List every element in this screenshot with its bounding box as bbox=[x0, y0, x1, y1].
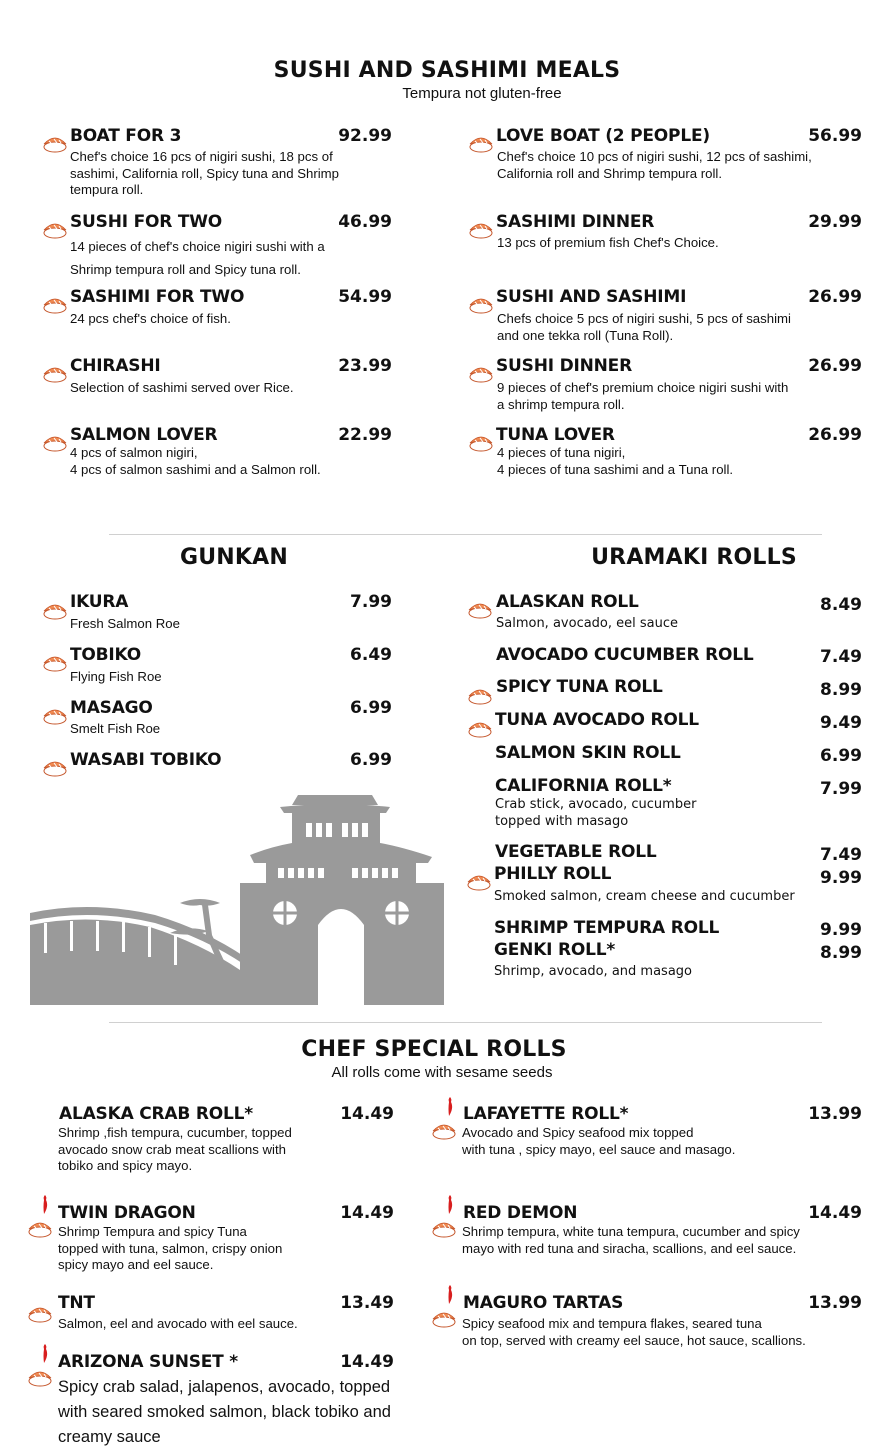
sushi-icon bbox=[42, 757, 68, 777]
item-name: ALASKA CRAB ROLL* bbox=[59, 1104, 253, 1124]
chili-pepper-icon bbox=[40, 1344, 50, 1364]
sushi-icon bbox=[42, 133, 68, 153]
sushi-icon bbox=[42, 705, 68, 725]
item-description: Shrimp Tempura and spicy Tuna topped with tuna, salmon, crispy onion spicy mayo and eel sauce. bbox=[58, 1224, 283, 1272]
item-description: Avocado and Spicy seafood mix topped with tuna , spicy mayo, eel sauce and masago. bbox=[462, 1125, 736, 1157]
item-description: Smoked salmon, cream cheese and cucumber bbox=[494, 889, 795, 904]
item-price: 26.99 bbox=[808, 425, 862, 445]
item-name: TNT bbox=[58, 1293, 95, 1313]
item-name: WASABI TOBIKO bbox=[70, 750, 222, 770]
item-price: 13.49 bbox=[340, 1293, 394, 1313]
item-name: TUNA LOVER bbox=[496, 425, 615, 445]
item-name: SASHIMI FOR TWO bbox=[70, 287, 245, 307]
item-description: 13 pcs of premium fish Chef's Choice. bbox=[497, 235, 719, 250]
item-price: 6.49 bbox=[350, 645, 392, 665]
item-name: SALMON LOVER bbox=[70, 425, 218, 445]
item-price: 14.49 bbox=[340, 1352, 394, 1372]
item-price: 8.49 bbox=[820, 595, 862, 615]
item-description: 4 pcs of salmon nigiri, 4 pcs of salmon sashimi and a Salmon roll. bbox=[70, 445, 321, 477]
item-description: Spicy seafood mix and tempura flakes, seared tuna on top, served with creamy eel sauce, hot sauce, scallions. bbox=[462, 1316, 806, 1348]
chili-pepper-icon bbox=[40, 1195, 50, 1215]
item-name: BOAT FOR 3 bbox=[70, 126, 182, 146]
item-name: SUSHI AND SASHIMI bbox=[496, 287, 687, 307]
item-price: 46.99 bbox=[338, 212, 392, 232]
sushi-icon bbox=[42, 600, 68, 620]
item-price: 8.99 bbox=[820, 943, 862, 963]
section-title-uramaki: URAMAKI ROLLS bbox=[591, 545, 797, 570]
item-name: LOVE BOAT (2 PEOPLE) bbox=[496, 126, 710, 146]
item-name: GENKI ROLL* bbox=[494, 940, 616, 960]
sushi-icon bbox=[27, 1218, 53, 1238]
section-subtitle-sushi-meals: Tempura not gluten-free bbox=[402, 85, 562, 102]
sushi-icon bbox=[466, 871, 492, 891]
item-name: LAFAYETTE ROLL* bbox=[463, 1104, 629, 1124]
item-name: VEGETABLE ROLL bbox=[495, 842, 657, 862]
item-description: 4 pieces of tuna nigiri, 4 pieces of tuna sashimi and a Tuna roll. bbox=[497, 445, 734, 477]
item-price: 56.99 bbox=[808, 126, 862, 146]
item-name: AVOCADO CUCUMBER ROLL bbox=[496, 645, 754, 665]
sushi-icon bbox=[468, 219, 494, 239]
item-price: 13.99 bbox=[808, 1293, 862, 1313]
section-title-gunkan: GUNKAN bbox=[179, 545, 289, 570]
item-price: 29.99 bbox=[808, 212, 862, 232]
item-price: 9.49 bbox=[820, 713, 862, 733]
item-price: 7.99 bbox=[350, 592, 392, 612]
chili-pepper-icon bbox=[445, 1097, 455, 1117]
item-price: 14.49 bbox=[340, 1104, 394, 1124]
sushi-icon bbox=[42, 363, 68, 383]
item-name: SUSHI DINNER bbox=[496, 356, 632, 376]
item-name: MASAGO bbox=[70, 698, 153, 718]
item-description: Spicy crab salad, jalapenos, avocado, topped with seared smoked salmon, black tobiko and creamy sauce bbox=[58, 1378, 391, 1446]
section-divider bbox=[109, 534, 822, 535]
item-price: 9.99 bbox=[820, 868, 862, 888]
item-name: SASHIMI DINNER bbox=[496, 212, 655, 232]
sushi-icon bbox=[42, 219, 68, 239]
item-name: SHRIMP TEMPURA ROLL bbox=[494, 918, 720, 938]
pagoda-building-illustration bbox=[30, 795, 444, 1005]
item-name: SUSHI FOR TWO bbox=[70, 212, 223, 232]
item-price: 9.99 bbox=[820, 920, 862, 940]
item-description: Shrimp tempura, white tuna tempura, cucumber and spicy mayo with red tuna and siracha, scallions, and eel sauce. bbox=[462, 1224, 800, 1256]
item-name: TOBIKO bbox=[70, 645, 141, 665]
item-price: 92.99 bbox=[338, 126, 392, 146]
item-name: RED DEMON bbox=[463, 1203, 578, 1223]
item-price: 6.99 bbox=[350, 698, 392, 718]
item-price: 14.49 bbox=[340, 1203, 394, 1223]
item-description: Smelt Fish Roe bbox=[70, 721, 161, 736]
item-price: 7.99 bbox=[820, 779, 862, 799]
item-price: 8.99 bbox=[820, 680, 862, 700]
item-price: 7.49 bbox=[820, 647, 862, 667]
sushi-icon bbox=[42, 652, 68, 672]
sushi-icon bbox=[431, 1218, 457, 1238]
item-name: ALASKAN ROLL bbox=[496, 592, 639, 612]
item-description: 9 pieces of chef's premium choice nigiri sushi with a shrimp tempura roll. bbox=[497, 380, 789, 412]
item-description: Salmon, eel and avocado with eel sauce. bbox=[58, 1316, 298, 1331]
sushi-icon bbox=[468, 294, 494, 314]
section-title-sushi-meals: SUSHI AND SASHIMI MEALS bbox=[273, 58, 621, 83]
item-price: 13.99 bbox=[808, 1104, 862, 1124]
item-price: 26.99 bbox=[808, 287, 862, 307]
sushi-icon bbox=[467, 685, 493, 705]
item-price: 6.99 bbox=[820, 746, 862, 766]
item-description: Salmon, avocado, eel sauce bbox=[496, 616, 679, 631]
item-price: 7.49 bbox=[820, 845, 862, 865]
item-name: PHILLY ROLL bbox=[494, 864, 612, 884]
item-name: CHIRASHI bbox=[70, 356, 161, 376]
sushi-icon bbox=[27, 1303, 53, 1323]
chili-pepper-icon bbox=[445, 1285, 455, 1305]
sushi-icon bbox=[468, 432, 494, 452]
sushi-icon bbox=[468, 363, 494, 383]
item-name: IKURA bbox=[70, 592, 129, 612]
item-description: Flying Fish Roe bbox=[70, 669, 162, 684]
item-description: Chef's choice 10 pcs of nigiri sushi, 12 pcs of sashimi, California roll and Shrimp tempura roll. bbox=[497, 149, 812, 181]
item-name: TUNA AVOCADO ROLL bbox=[495, 710, 699, 730]
item-description: 14 pieces of chef's choice nigiri sushi with a Shrimp tempura roll and Spicy tuna roll. bbox=[70, 239, 325, 277]
item-price: 6.99 bbox=[350, 750, 392, 770]
item-name: TWIN DRAGON bbox=[58, 1203, 196, 1223]
chili-pepper-icon bbox=[445, 1195, 455, 1215]
item-description: 24 pcs chef's choice of fish. bbox=[70, 311, 231, 326]
sushi-icon bbox=[468, 133, 494, 153]
section-title-chef-special: CHEF SPECIAL ROLLS bbox=[301, 1037, 567, 1062]
item-description: Chefs choice 5 pcs of nigiri sushi, 5 pcs of sashimi and one tekka roll (Tuna Roll). bbox=[497, 311, 791, 343]
item-price: 23.99 bbox=[338, 356, 392, 376]
item-price: 14.49 bbox=[808, 1203, 862, 1223]
item-description: Crab stick, avocado, cucumber topped with masago bbox=[495, 797, 697, 829]
sushi-icon bbox=[42, 294, 68, 314]
item-description: Fresh Salmon Roe bbox=[70, 616, 180, 631]
item-price: 26.99 bbox=[808, 356, 862, 376]
sushi-icon bbox=[467, 718, 493, 738]
sushi-icon bbox=[431, 1120, 457, 1140]
item-price: 22.99 bbox=[338, 425, 392, 445]
item-name: MAGURO TARTAS bbox=[463, 1293, 624, 1313]
sushi-icon bbox=[27, 1367, 53, 1387]
item-name: SALMON SKIN ROLL bbox=[495, 743, 681, 763]
item-name: SPICY TUNA ROLL bbox=[496, 677, 663, 697]
item-description: Shrimp, avocado, and masago bbox=[494, 964, 692, 979]
item-description: Selection of sashimi served over Rice. bbox=[70, 380, 294, 395]
item-description: Shrimp ,fish tempura, cucumber, topped avocado snow crab meat scallions with tobiko and spicy mayo. bbox=[58, 1125, 292, 1173]
item-description: Chef's choice 16 pcs of nigiri sushi, 18 pcs of sashimi, California roll, Spicy tuna and Shrimp tempura roll. bbox=[70, 149, 339, 197]
sushi-icon bbox=[431, 1308, 457, 1328]
section-subtitle-chef-special: All rolls come with sesame seeds bbox=[331, 1064, 553, 1081]
sushi-icon bbox=[42, 432, 68, 452]
section-divider bbox=[109, 1022, 822, 1023]
item-name: ARIZONA SUNSET * bbox=[58, 1352, 238, 1372]
sushi-icon bbox=[467, 599, 493, 619]
item-price: 54.99 bbox=[338, 287, 392, 307]
item-name: CALIFORNIA ROLL* bbox=[495, 776, 672, 796]
